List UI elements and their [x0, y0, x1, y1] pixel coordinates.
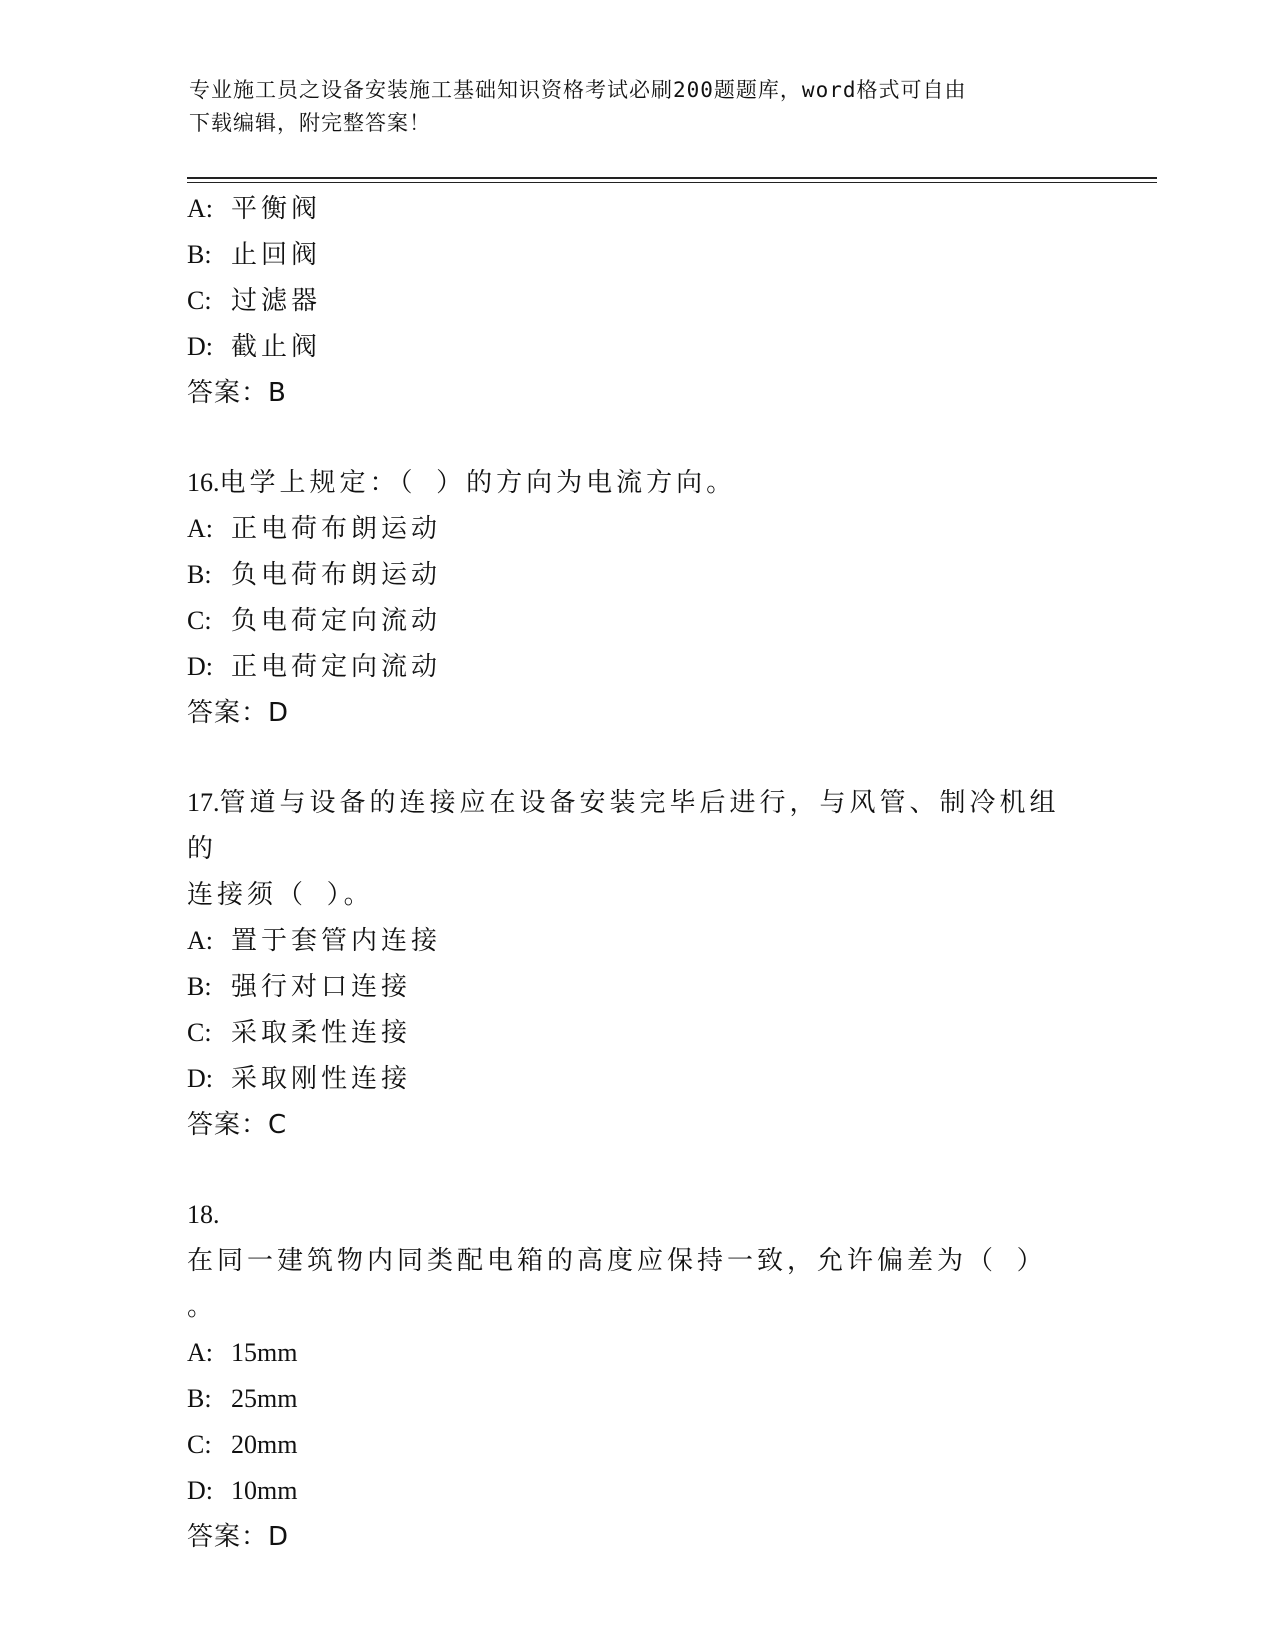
question-stem	[187, 780, 1067, 918]
option-a	[187, 918, 1087, 964]
option-text: 正电荷定向流动	[231, 652, 442, 682]
option-text: 过滤器	[231, 286, 322, 316]
question-number: 16.	[187, 468, 220, 497]
question-number: 17.	[187, 788, 220, 817]
option-letter: B:	[187, 240, 212, 269]
option-text: 平衡阀	[231, 194, 322, 224]
option-text: 正电荷布朗运动	[231, 514, 442, 544]
answer: 答案：D	[187, 698, 290, 728]
question-list	[187, 186, 1087, 1560]
option-b	[187, 232, 1087, 278]
answer: 答案：D	[187, 1522, 290, 1552]
option-c	[187, 1010, 1087, 1056]
option-text: 负电荷定向流动	[231, 606, 442, 636]
option-letter: C:	[187, 606, 212, 635]
option-letter: A:	[187, 926, 213, 955]
question-text-line-2: 。	[187, 1292, 218, 1322]
question-16	[187, 460, 1087, 736]
option-letter: C:	[187, 1018, 212, 1047]
option-text: 止回阀	[231, 240, 322, 270]
option-b	[187, 964, 1087, 1010]
option-c	[187, 598, 1087, 644]
option-letter: A:	[187, 514, 213, 543]
option-a	[187, 1330, 1087, 1376]
option-a	[187, 186, 1087, 232]
option-letter: B:	[187, 560, 212, 589]
header-title-line-1: 专业施工员之设备安装施工基础知识资格考试必刷200题题库，word格式可自由	[189, 78, 967, 102]
header-title-line-2: 下载编辑，附完整答案！	[189, 111, 431, 135]
option-letter: C:	[187, 1430, 212, 1459]
question-text-line-2: 连接须（ ）。	[187, 880, 374, 910]
option-d	[187, 1056, 1087, 1102]
option-letter: D:	[187, 332, 213, 361]
question-text-line-1: 管道与设备的连接应在设备安装完毕后进行，与风管、制冷机组的	[187, 788, 1060, 864]
option-text: 采取柔性连接	[231, 1018, 412, 1048]
question-stem	[187, 1192, 1067, 1330]
option-text: 25mm	[231, 1384, 298, 1413]
option-text: 10mm	[231, 1476, 298, 1505]
option-text: 负电荷布朗运动	[231, 560, 442, 590]
option-letter: D:	[187, 652, 213, 681]
option-d	[187, 324, 1087, 370]
option-d	[187, 1468, 1087, 1514]
option-letter: A:	[187, 194, 213, 223]
document-header	[189, 74, 1089, 140]
question-text: 电学上规定：（ ）的方向为电流方向。	[219, 468, 737, 498]
header-divider	[187, 177, 1157, 183]
option-text: 15mm	[231, 1338, 298, 1367]
option-b	[187, 1376, 1087, 1422]
answer: 答案：C	[187, 1110, 288, 1140]
question-spacer	[187, 416, 1087, 460]
option-text: 强行对口连接	[231, 972, 412, 1002]
option-text: 截止阀	[231, 332, 322, 362]
option-letter: D:	[187, 1476, 213, 1505]
option-letter: B:	[187, 972, 212, 1001]
option-d	[187, 644, 1087, 690]
question-spacer	[187, 1148, 1087, 1192]
question-spacer	[187, 736, 1087, 780]
option-c	[187, 278, 1087, 324]
question-stem	[187, 460, 1067, 506]
option-text: 置于套管内连接	[231, 926, 442, 956]
option-b	[187, 552, 1087, 598]
option-letter: D:	[187, 1064, 213, 1093]
option-c	[187, 1422, 1087, 1468]
option-letter: C:	[187, 286, 212, 315]
question-15	[187, 186, 1087, 416]
option-letter: B:	[187, 1384, 212, 1413]
question-number: 18.	[187, 1200, 220, 1229]
option-text: 采取刚性连接	[231, 1064, 412, 1094]
option-letter: A:	[187, 1338, 213, 1367]
answer: 答案：B	[187, 378, 287, 408]
question-17	[187, 780, 1087, 1148]
option-a	[187, 506, 1087, 552]
question-text-line-1: 在同一建筑物内同类配电箱的高度应保持一致，允许偏差为（ ）	[187, 1246, 1047, 1276]
option-text: 20mm	[231, 1430, 298, 1459]
question-18	[187, 1192, 1087, 1560]
